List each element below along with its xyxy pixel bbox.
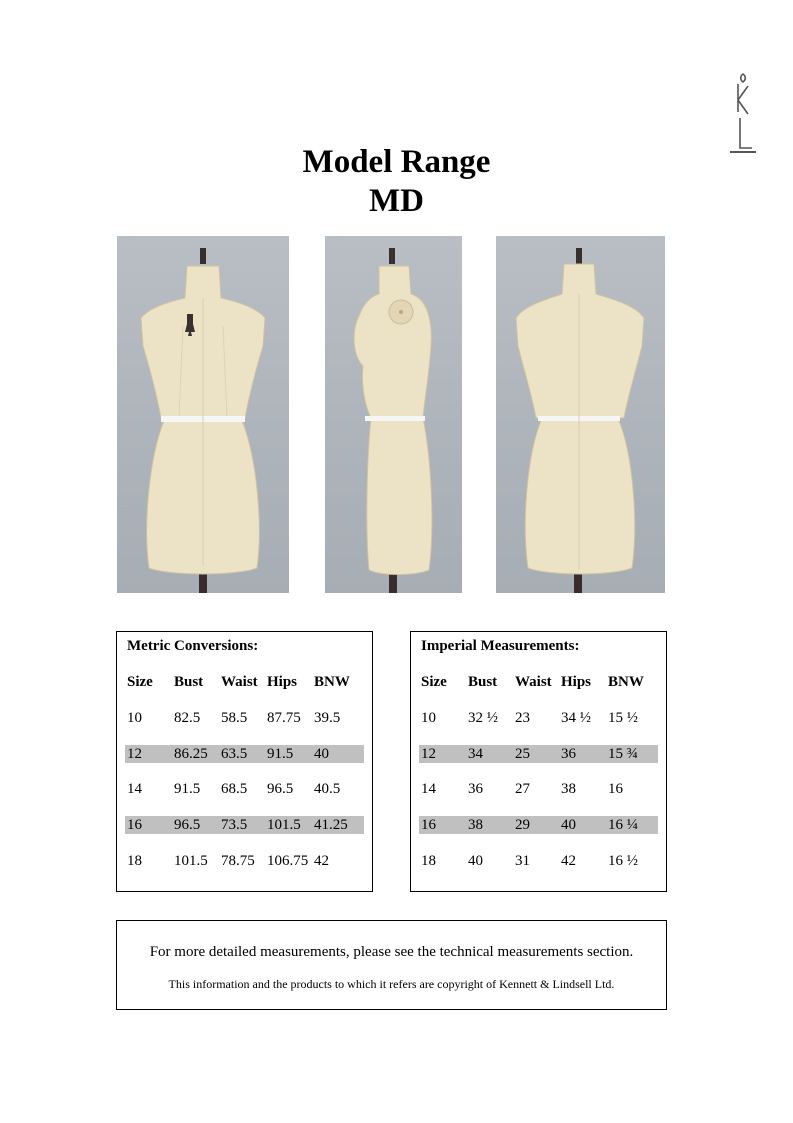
front-view-photo <box>117 236 289 593</box>
table-cell: 16 <box>608 781 623 797</box>
imperial-col-waist: Waist <box>515 674 552 690</box>
table-cell: 16 <box>127 817 142 833</box>
table-cell: 14 <box>421 781 436 797</box>
imperial-col-hips: Hips <box>561 674 592 690</box>
table-cell: 39.5 <box>314 710 341 726</box>
footer-copyright: This information and the products to which it refers are copyright of Kennett & Lindsell Ltd. <box>168 977 615 991</box>
table-cell: 63.5 <box>221 746 248 762</box>
table-cell: 42 <box>561 853 576 869</box>
table-cell: 96.5 <box>174 817 201 833</box>
page-title: Model Range <box>302 144 491 180</box>
table-cell: 10 <box>421 710 436 726</box>
table-cell: 25 <box>515 746 530 762</box>
footer-note-box <box>116 920 667 1010</box>
table-cell: 91.5 <box>267 746 294 762</box>
table-row <box>419 816 658 834</box>
footer-measurements-note: For more detailed measurements, please see the technical measurements section. <box>149 944 634 960</box>
imperial-col-bust: Bust <box>468 674 498 690</box>
table-cell: 16 <box>421 817 436 833</box>
table-cell: 73.5 <box>221 817 248 833</box>
imperial-table-title: Imperial Measurements: <box>421 638 580 654</box>
table-cell: 34 <box>468 746 483 762</box>
table-cell: 15 ¾ <box>608 746 638 762</box>
table-cell: 96.5 <box>267 781 294 797</box>
table-cell: 12 <box>421 746 436 762</box>
table-cell: 29 <box>515 817 530 833</box>
table-cell: 12 <box>127 746 142 762</box>
imperial-col-size: Size <box>421 674 447 690</box>
table-cell: 31 <box>515 853 530 869</box>
back-view-photo <box>496 236 665 593</box>
table-cell: 82.5 <box>174 710 201 726</box>
table-cell: 34 ½ <box>561 710 591 726</box>
metric-col-size: Size <box>127 674 153 690</box>
metric-col-hips: Hips <box>267 674 298 690</box>
table-cell: 18 <box>421 853 436 869</box>
metric-col-waist: Waist <box>221 674 258 690</box>
table-row <box>419 852 658 870</box>
table-cell: 106.75 <box>267 853 309 869</box>
table-cell: 40.5 <box>314 781 341 797</box>
table-cell: 23 <box>515 710 530 726</box>
table-cell: 38 <box>468 817 483 833</box>
table-cell: 101.5 <box>267 817 301 833</box>
table-row <box>419 745 658 763</box>
table-row <box>125 709 364 727</box>
page-subtitle: MD <box>369 183 424 219</box>
table-row <box>125 852 364 870</box>
table-cell: 42 <box>314 853 329 869</box>
table-row <box>125 816 364 834</box>
table-cell: 101.5 <box>174 853 208 869</box>
metric-header-row <box>125 673 364 691</box>
imperial-col-bnw: BNW <box>608 674 644 690</box>
metric-col-bnw: BNW <box>314 674 350 690</box>
table-cell: 40 <box>314 746 329 762</box>
metric-col-bust: Bust <box>174 674 204 690</box>
table-cell: 10 <box>127 710 142 726</box>
table-cell: 58.5 <box>221 710 248 726</box>
table-cell: 87.75 <box>267 710 301 726</box>
side-view-photo <box>325 236 462 593</box>
table-row <box>125 780 364 798</box>
table-cell: 15 ½ <box>608 710 638 726</box>
table-cell: 41.25 <box>314 817 348 833</box>
table-cell: 36 <box>561 746 576 762</box>
table-cell: 78.75 <box>221 853 255 869</box>
table-cell: 16 ¼ <box>608 817 638 833</box>
table-cell: 91.5 <box>174 781 201 797</box>
table-cell: 32 ½ <box>468 710 498 726</box>
table-cell: 16 ½ <box>608 853 638 869</box>
imperial-header-row <box>419 673 658 691</box>
imperial-measurements-table <box>410 631 667 892</box>
table-row <box>125 745 364 763</box>
metric-conversions-table <box>116 631 373 892</box>
table-row <box>419 709 658 727</box>
table-cell: 86.25 <box>174 746 208 762</box>
table-cell: 27 <box>515 781 530 797</box>
table-cell: 40 <box>468 853 483 869</box>
table-cell: 40 <box>561 817 576 833</box>
table-cell: 14 <box>127 781 142 797</box>
table-cell: 18 <box>127 853 142 869</box>
table-cell: 68.5 <box>221 781 248 797</box>
table-cell: 36 <box>468 781 483 797</box>
table-cell: 38 <box>561 781 576 797</box>
table-row <box>419 780 658 798</box>
metric-table-title: Metric Conversions: <box>127 638 259 654</box>
